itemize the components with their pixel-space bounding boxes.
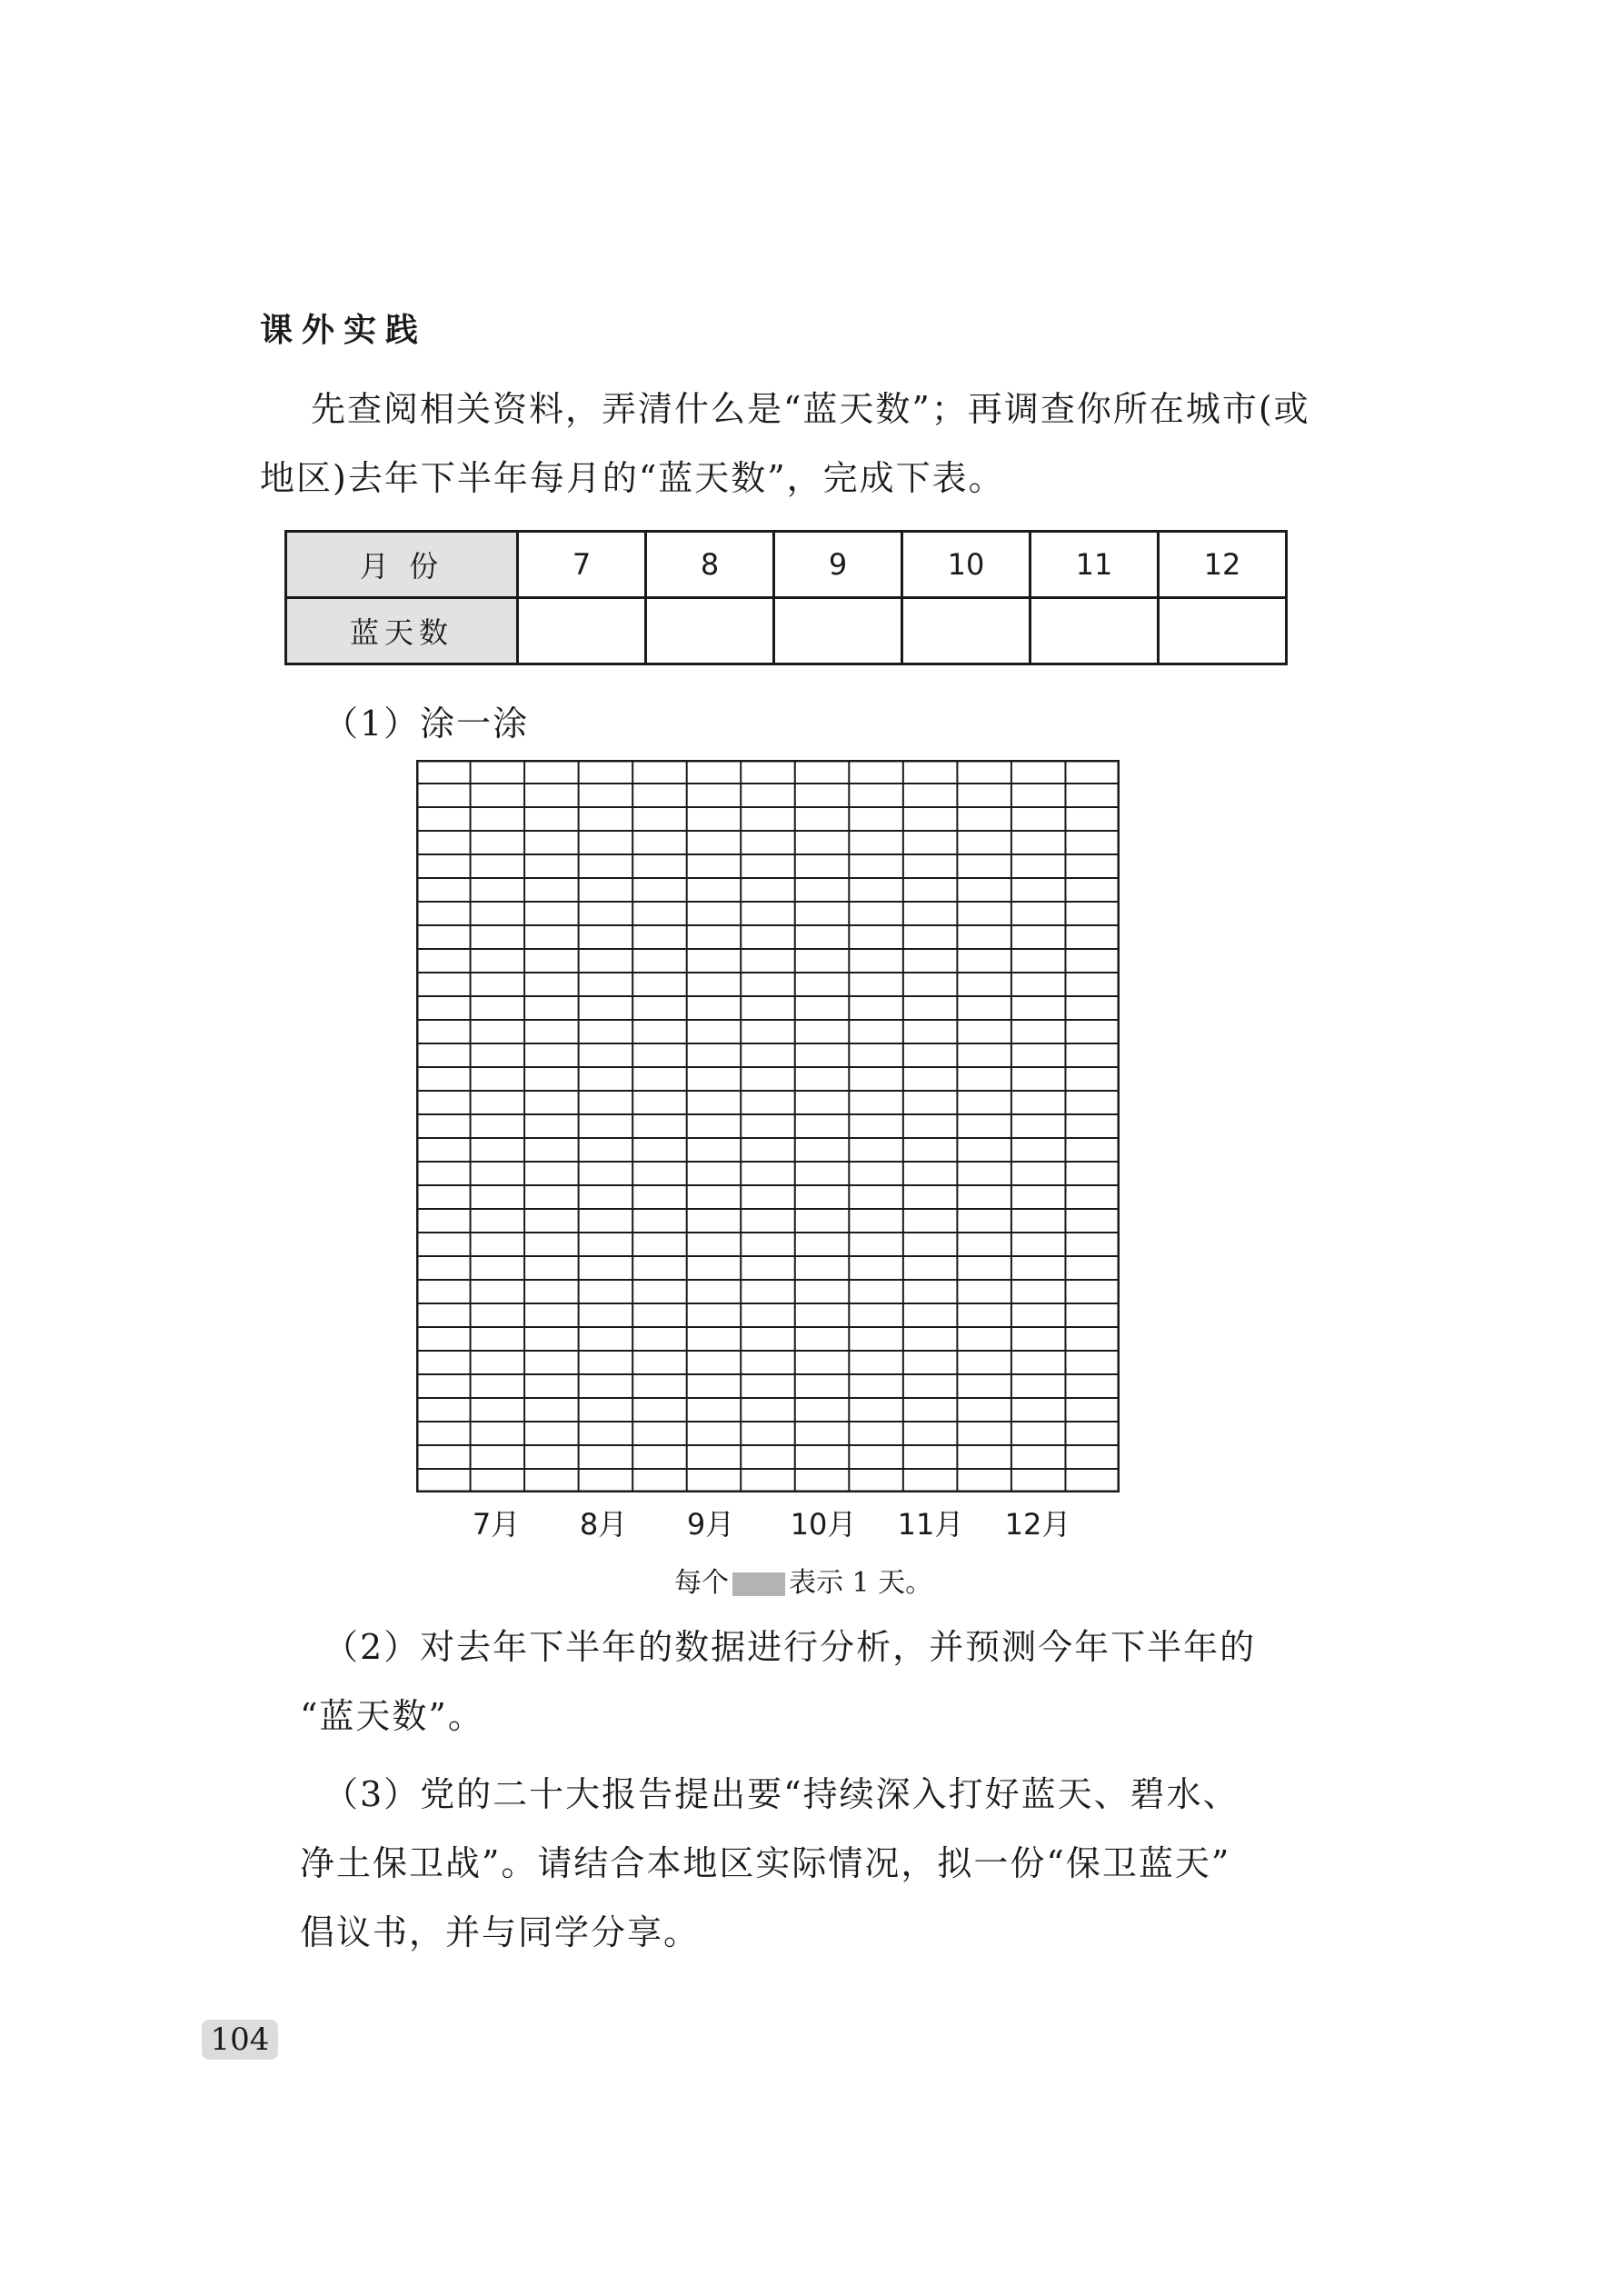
month-cell: 8: [646, 532, 774, 598]
days-input-cell[interactable]: [774, 598, 902, 664]
task-3-end: 倡议书，并与同学分享。: [300, 1912, 701, 1952]
month-cell: 7: [518, 532, 646, 598]
days-input-cell[interactable]: [1159, 598, 1287, 664]
section-title: 课外实践: [260, 312, 428, 349]
x-tick-label: 7月: [472, 1507, 521, 1542]
x-tick-label: 8月: [579, 1507, 628, 1542]
legend-prefix: 每个: [674, 1567, 729, 1599]
month-row: [286, 532, 1287, 598]
task-2: （2）对去年下半年的数据进行分析，并预测今年下半年的: [324, 1627, 1257, 1667]
chart-legend: [674, 1560, 932, 1600]
month-cell: 9: [774, 532, 902, 598]
days-header: 蓝天数: [286, 598, 518, 664]
month-cell: 10: [902, 532, 1031, 598]
x-tick-label: 9月: [686, 1507, 735, 1542]
blue-sky-table: [284, 530, 1288, 665]
grid-lines: [416, 760, 1120, 1492]
page-number: 104: [202, 2020, 278, 2060]
legend-swatch: [732, 1572, 785, 1596]
x-tick-label: 10月: [790, 1507, 857, 1542]
month-header: 月 份: [286, 532, 518, 598]
days-row: [286, 598, 1287, 664]
month-cell: 11: [1031, 532, 1159, 598]
coloring-grid[interactable]: [416, 760, 1120, 1492]
days-input-cell[interactable]: [646, 598, 774, 664]
x-tick-label: 12月: [1004, 1507, 1071, 1542]
month-cell: 12: [1159, 532, 1287, 598]
task-3-continued: 净土保卫战”。请结合本地区实际情况，拟一份“保卫蓝天”: [300, 1843, 1231, 1883]
legend-suffix: 表示 1 天。: [789, 1567, 933, 1599]
days-input-cell[interactable]: [1031, 598, 1159, 664]
x-tick-label: 11月: [897, 1507, 964, 1542]
task-2-continued: “蓝天数”。: [300, 1696, 484, 1736]
task-1: （1）涂一涂: [324, 704, 530, 744]
days-input-cell[interactable]: [518, 598, 646, 664]
task-3: （3）党的二十大报告提出要“持续深入打好蓝天、碧水、: [324, 1774, 1240, 1814]
intro-paragraph: 先查阅相关资料，弄清什么是“蓝天数”；再调查你所在城市(或地区)去年下半年每月的“蓝天数”，完成下表。: [260, 389, 1310, 498]
days-input-cell[interactable]: [902, 598, 1031, 664]
